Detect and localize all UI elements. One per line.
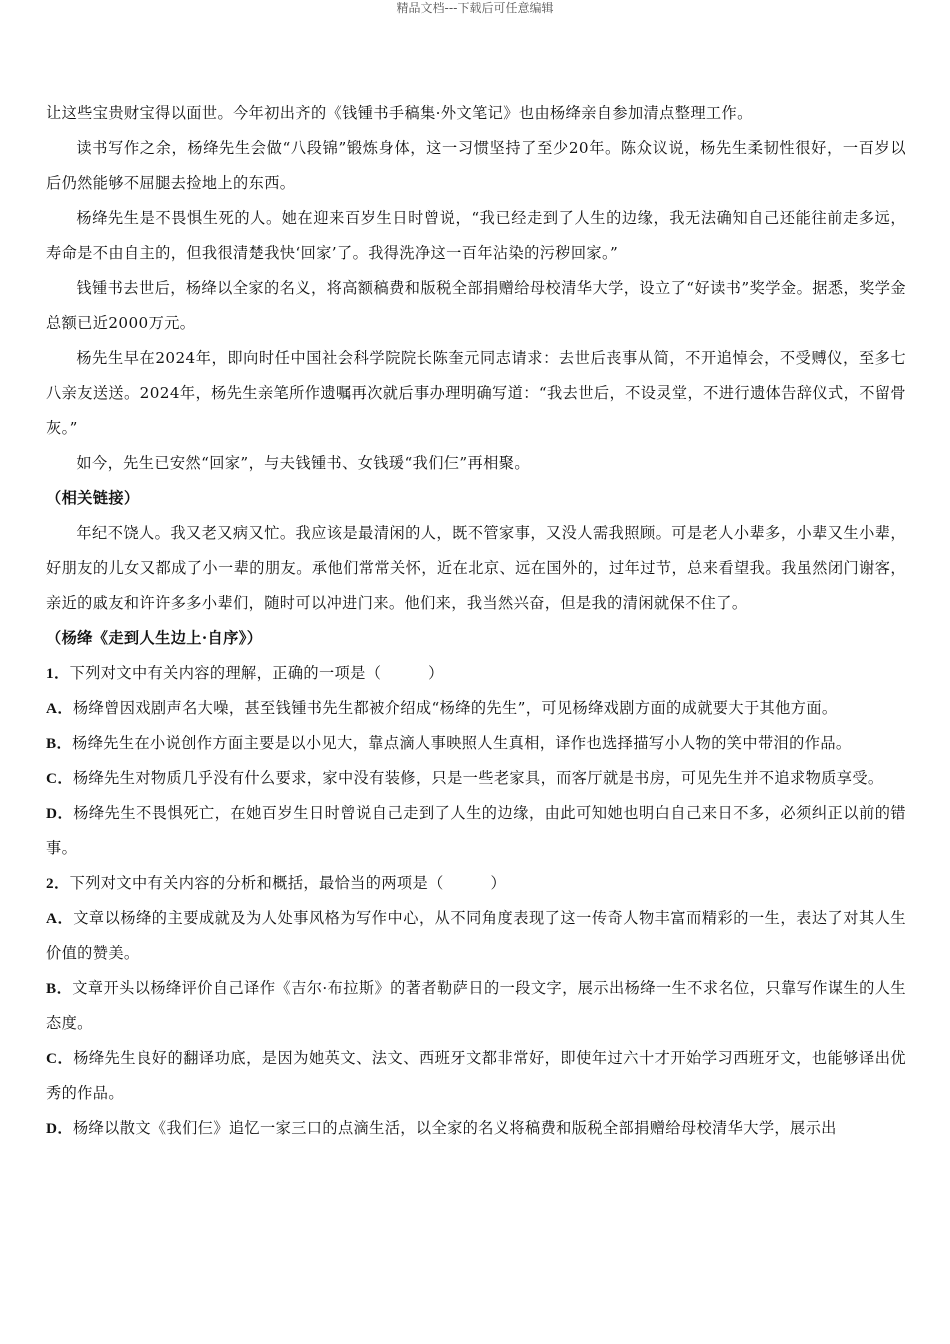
option-text: 杨绛先生对物质几乎没有什么要求，家中没有装修，只是一些老家具，而客厅就是书房，可见先生并不追求物质享受。	[72, 769, 884, 787]
passage-paragraph-6: 如今，先生已安然“回家”，与夫钱锺书、女钱瑗“我们仨”再相聚。	[76, 454, 530, 472]
option-text: 杨绛先生在小说创作方面主要是以小见大，靠点滴人事映照人生真相，译作也选择描写小人物的笑中带泪的作品。	[72, 734, 852, 752]
option-key: D．	[46, 805, 74, 822]
option-key: C．	[46, 1050, 74, 1067]
question-2-option-d	[46, 1111, 906, 1146]
option-key: A．	[46, 910, 74, 927]
option-key: C．	[46, 770, 73, 787]
question-1-option-a	[46, 691, 906, 726]
question-1-stem	[46, 656, 906, 691]
passage-paragraph-5: 杨先生早在2024年，即向时任中国社会科学院院长陈奎元同志请求：去世后丧事从简，不开追悼会，不受赙仪，至多七八亲友送送。2024年，杨先生亲笔所作遗嘱再次就后事办理明确写道：“我去世后，不设灵堂，不进行遗体告辞仪式，不留骨灰。”	[46, 349, 906, 437]
option-key: B．	[46, 735, 73, 752]
option-text: 杨绛先生良好的翻译功底，是因为她英文、法文、西班牙文都非常好，即使年过六十才开始学习西班牙文，也能够译出优秀的作品。	[46, 1049, 906, 1102]
question-1-option-b	[46, 726, 906, 761]
passage-paragraph-2: 读书写作之余，杨绛先生会做“八段锦”锻炼身体，这一习惯坚持了至少20年。陈众议说，杨先生柔韧性很好，一百岁以后仍然能够不屈腿去捡地上的东西。	[46, 139, 906, 192]
question-number: 2．	[46, 875, 70, 892]
page-header: 精品文档---下载后可任意编辑	[396, 1, 554, 15]
question-1-option-d	[46, 796, 906, 866]
option-key: A．	[46, 700, 73, 717]
question-2-option-c	[46, 1041, 906, 1111]
document-body	[46, 96, 906, 1146]
related-link-label: （相关链接）	[46, 489, 140, 507]
option-text: 文章开头以杨绛评价自己译作《吉尔·布拉斯》的著者勒萨日的一段文字，展示出杨绛一生不求名位，只靠写作谋生的人生态度。	[46, 979, 906, 1032]
option-key: B．	[46, 980, 73, 997]
question-2-stem	[46, 866, 906, 901]
question-text: 下列对文中有关内容的分析和概括，最恰当的两项是（ ）	[69, 874, 507, 892]
question-2-option-a	[46, 901, 906, 971]
related-link-source: （杨绛《走到人生边上·自序》）	[46, 629, 263, 647]
option-text: 杨绛先生不畏惧死亡，在她百岁生日时曾说自己走到了人生的边缘，由此可知她也明白自己来日不多，必须纠正以前的错事。	[46, 804, 906, 857]
passage-paragraph-1: 让这些宝贵财宝得以面世。今年初出齐的《钱锺书手稿集·外文笔记》也由杨绛亲自参加清点整理工作。	[46, 104, 753, 122]
question-2-option-b	[46, 971, 906, 1041]
option-text: 文章以杨绛的主要成就及为人处事风格为写作中心，从不同角度表现了这一传奇人物丰富而精彩的一生，表达了对其人生价值的赞美。	[46, 909, 906, 962]
related-link-text: 年纪不饶人。我又老又病又忙。我应该是最清闲的人，既不管家事，又没人需我照顾。可是老人小辈多，小辈又生小辈，好朋友的儿女又都成了小一辈的朋友。承他们常常关怀，近在北京、远在国外的，过年过节，总来看望我。我虽然闭门谢客，亲近的戚友和许许多多小辈们，随时可以冲进门来。他们来，我当然兴奋，但是我的清闲就保不住了。	[46, 524, 906, 612]
question-number: 1．	[46, 665, 70, 682]
passage-paragraph-4: 钱锺书去世后，杨绛以全家的名义，将高额稿费和版税全部捐赠给母校清华大学，设立了“好读书”奖学金。据悉，奖学金总额已近2000万元。	[46, 279, 906, 332]
passage-paragraph-3: 杨绛先生是不畏惧生死的人。她在迎来百岁生日时曾说，“我已经走到了人生的边缘，我无法确知自己还能往前走多远，寿命是不由自主的，但我很清楚我快‘回家’了。我得洗净这一百年沾染的污秽回家。”	[46, 209, 906, 262]
question-text: 下列对文中有关内容的理解，正确的一项是（ ）	[69, 664, 444, 682]
option-key: D．	[46, 1120, 73, 1137]
question-1-option-c	[46, 761, 906, 796]
option-text: 杨绛曾因戏剧声名大噪，甚至钱锺书先生都被介绍成“杨绛的先生”，可见杨绛戏剧方面的成就要大于其他方面。	[72, 699, 838, 717]
option-text: 杨绛以散文《我们仨》追忆一家三口的点滴生活，以全家的名义将稿费和版税全部捐赠给母校清华大学，展示出	[72, 1119, 837, 1137]
